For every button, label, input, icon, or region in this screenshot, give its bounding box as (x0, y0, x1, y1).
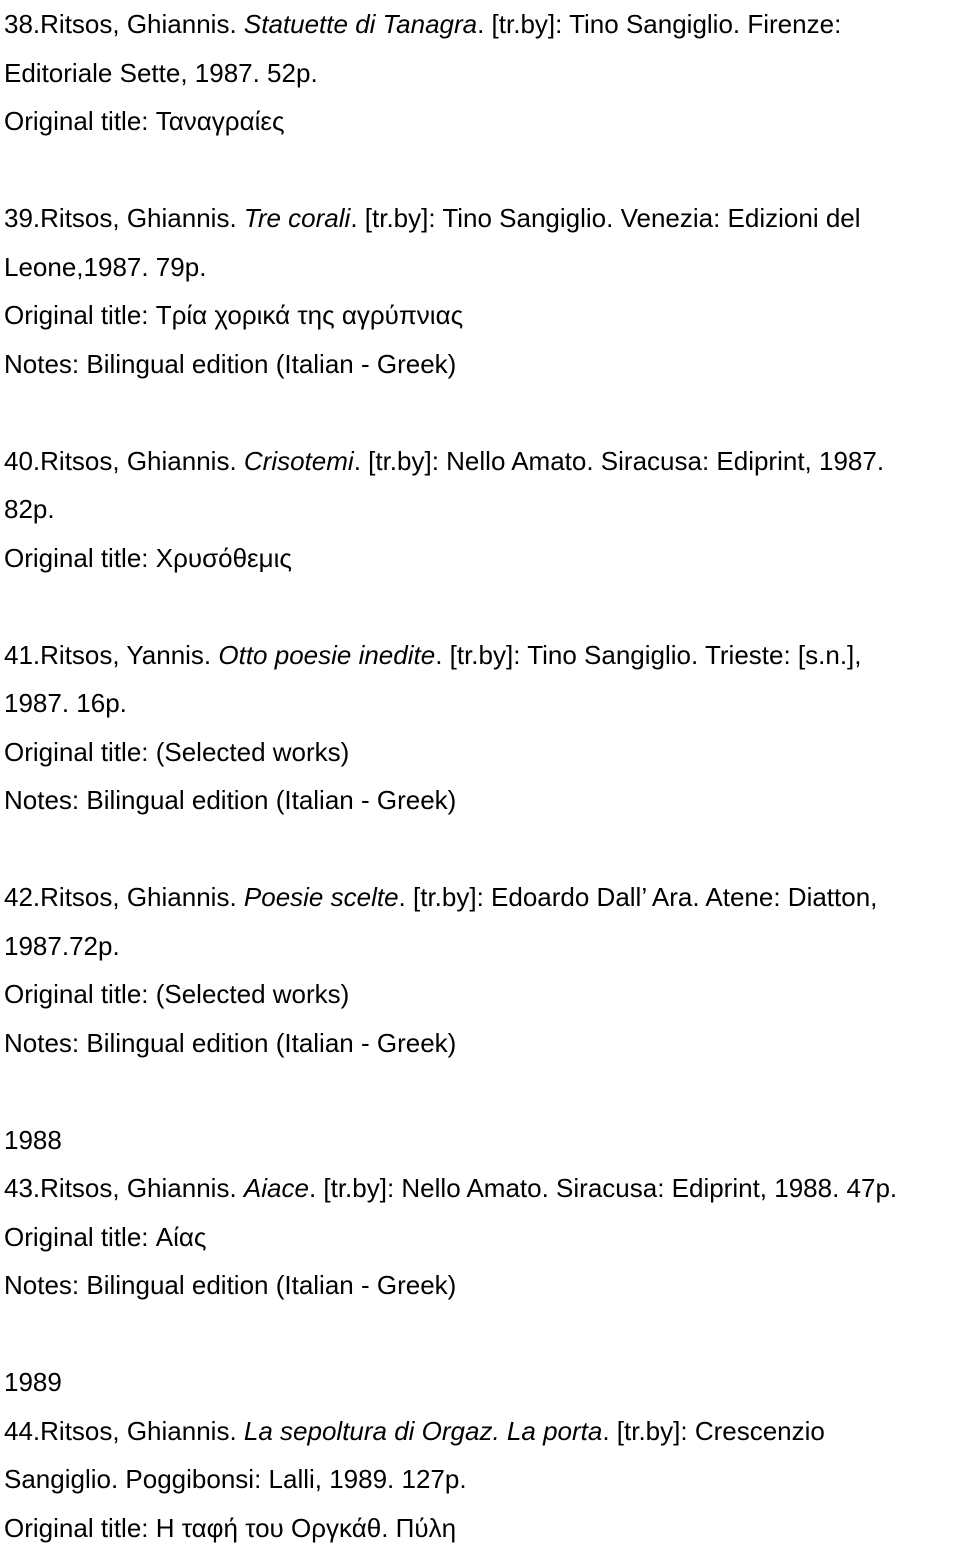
entry-original-title: Original title: Αίας (4, 1213, 956, 1262)
entry-original-title: Original title: (Selected works) (4, 970, 956, 1019)
entry-author: 41.Ritsos, Yannis. (4, 640, 218, 670)
entry-citation-line (4, 1407, 956, 1456)
entry-publication: . [tr.by]: Tino Sangiglio. Firenze: (477, 9, 841, 39)
entry-line: Sangiglio. Poggibonsi: Lalli, 1989. 127p. (4, 1455, 956, 1504)
entry-title: Poesie scelte (244, 882, 399, 912)
entry-title: Aiace (244, 1173, 309, 1203)
entry-author: 38.Ritsos, Ghiannis. (4, 9, 244, 39)
entry-line: 1987. 16p. (4, 679, 956, 728)
entry-notes: Notes: Bilingual edition (Italian - Greek) (4, 776, 956, 825)
entry-publication: . [tr.by]: Tino Sangiglio. Venezia: Edizioni del (350, 203, 860, 233)
entry-original-title: Original title: Ταναγραίες (4, 97, 956, 146)
entry-notes: Notes: Bilingual edition (Italian - Greek) (4, 340, 956, 389)
entry-author: 39.Ritsos, Ghiannis. (4, 203, 244, 233)
spacer (4, 1067, 956, 1116)
entry-line: 1987.72p. (4, 922, 956, 971)
bibliography-entry (4, 1407, 956, 1552)
entry-title: Tre corali (244, 203, 350, 233)
bibliography-entry (4, 1164, 956, 1310)
entry-line: Leone,1987. 79p. (4, 243, 956, 292)
year-heading: 1989 (4, 1358, 956, 1407)
entry-publication: . [tr.by]: Edoardo Dall’ Ara. Atene: Diatton, (399, 882, 878, 912)
bibliography-page (4, 0, 956, 1552)
entry-notes: Notes: Bilingual edition (Italian - Greek) (4, 1261, 956, 1310)
entry-original-title: Original title: Η ταφή του Οργκάθ. Πύλη (4, 1504, 956, 1552)
bibliography-entry (4, 437, 956, 583)
entry-publication: . [tr.by]: Nello Amato. Siracusa: Ediprint, 1988. 47p. (309, 1173, 897, 1203)
entry-publication: . [tr.by]: Tino Sangiglio. Trieste: [s.n.], (435, 640, 861, 670)
entry-title: Statuette di Tanagra (244, 9, 477, 39)
entry-original-title: Original title: (Selected works) (4, 728, 956, 777)
spacer (4, 388, 956, 437)
spacer (4, 146, 956, 195)
year-heading: 1988 (4, 1116, 956, 1165)
entry-publication: . [tr.by]: Crescenzio (602, 1416, 825, 1446)
entry-author: 40.Ritsos, Ghiannis. (4, 446, 244, 476)
entry-original-title: Original title: Χρυσόθεμις (4, 534, 956, 583)
entry-title: Crisotemi (244, 446, 354, 476)
entry-citation-line (4, 631, 956, 680)
entry-original-title: Original title: Τρία χορικά της αγρύπνιας (4, 291, 956, 340)
spacer (4, 582, 956, 631)
entry-line: Editoriale Sette, 1987. 52p. (4, 49, 956, 98)
entry-author: 43.Ritsos, Ghiannis. (4, 1173, 244, 1203)
entry-title: Otto poesie inedite (218, 640, 435, 670)
spacer (4, 825, 956, 874)
entry-citation-line (4, 0, 956, 49)
entry-notes: Notes: Bilingual edition (Italian - Greek) (4, 1019, 956, 1068)
entry-line: 82p. (4, 485, 956, 534)
bibliography-entry (4, 873, 956, 1067)
entry-author: 44.Ritsos, Ghiannis. (4, 1416, 244, 1446)
bibliography-entry (4, 194, 956, 388)
entry-author: 42.Ritsos, Ghiannis. (4, 882, 244, 912)
entry-title: La sepoltura di Orgaz. La porta (244, 1416, 602, 1446)
bibliography-entry (4, 631, 956, 825)
entry-citation-line (4, 437, 956, 486)
entry-citation-line (4, 873, 956, 922)
entry-publication: . [tr.by]: Nello Amato. Siracusa: Ediprint, 1987. (354, 446, 884, 476)
entry-citation-line (4, 1164, 956, 1213)
entry-citation-line (4, 194, 956, 243)
bibliography-entry (4, 0, 956, 146)
spacer (4, 1310, 956, 1359)
